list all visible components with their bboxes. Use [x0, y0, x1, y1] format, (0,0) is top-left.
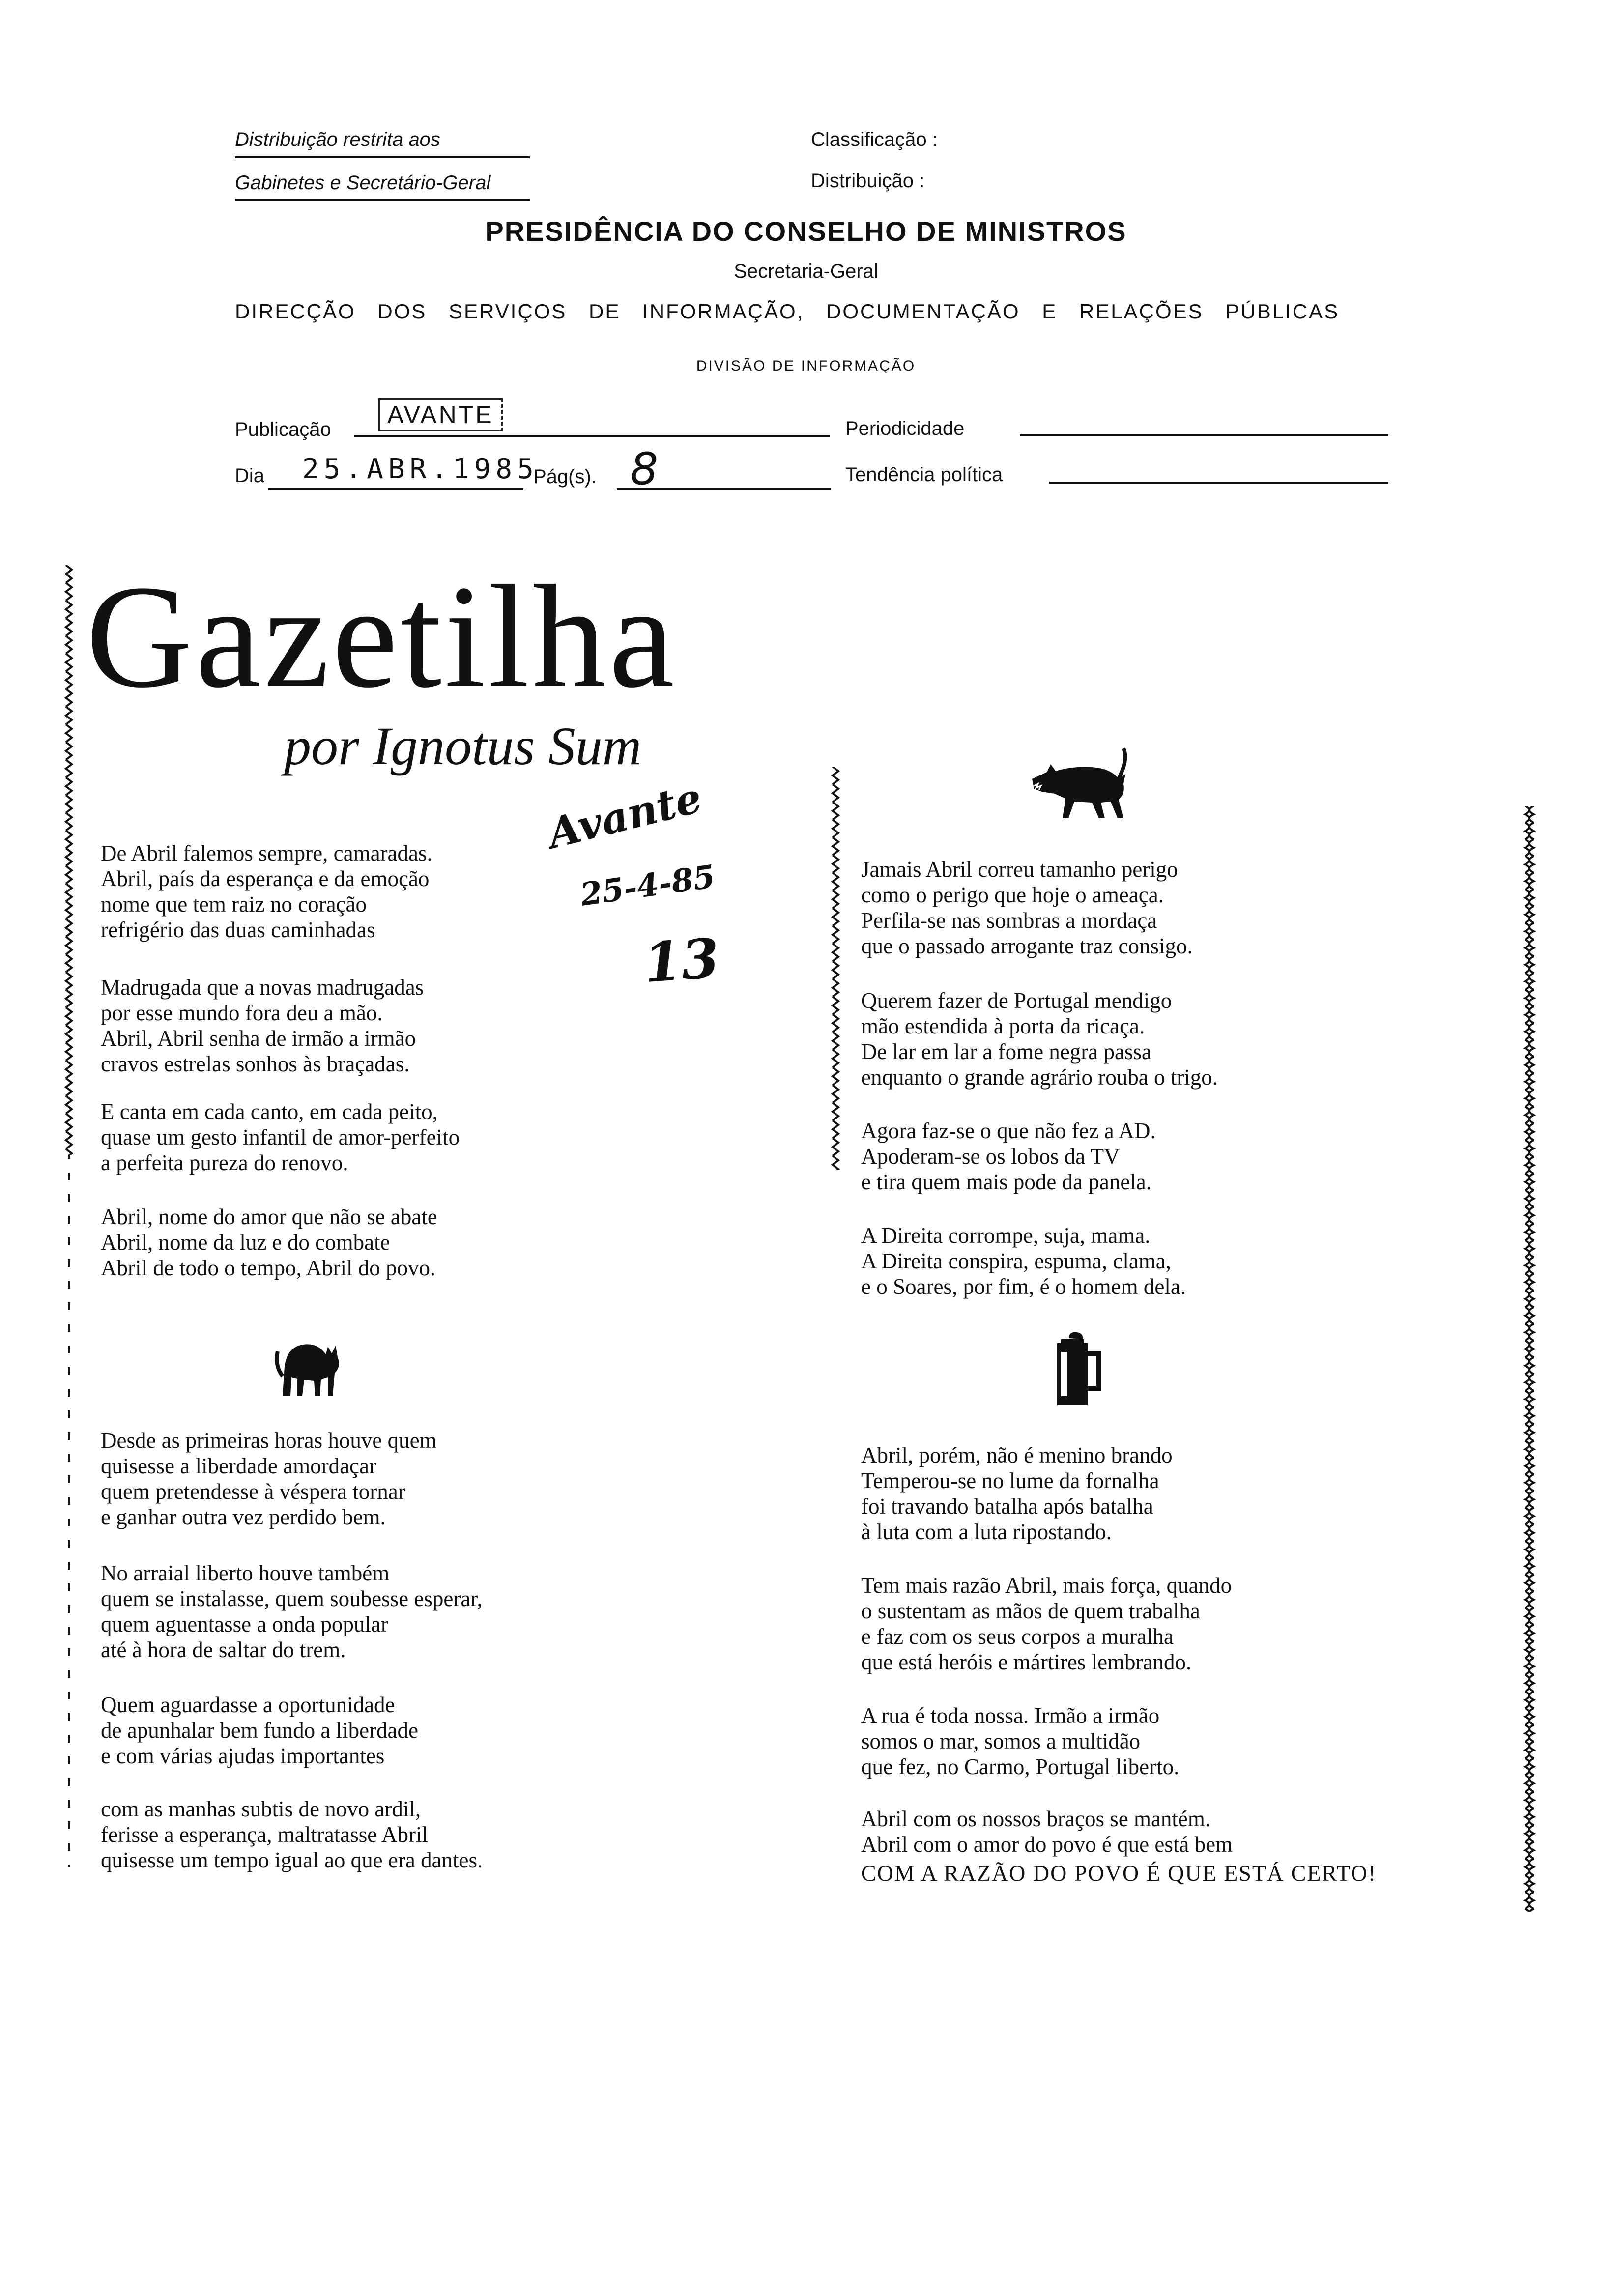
verse-line: que fez, no Carmo, Portugal liberto. — [861, 1754, 1180, 1779]
verse-line: Abril, nome do amor que não se abate — [101, 1205, 437, 1229]
verse-line: Desde as primeiras horas houve quem — [101, 1428, 437, 1453]
verse-line: Abril com os nossos braços se mantém. — [861, 1807, 1211, 1831]
handwritten-publication: Avante — [543, 773, 707, 859]
verse-line: ferisse a esperança, maltratasse Abril — [101, 1822, 428, 1847]
verse-line: Agora faz-se o que não fez a AD. — [861, 1119, 1156, 1143]
handwritten-number: 13 — [641, 926, 721, 995]
publicacao-label: Publicação — [235, 419, 331, 440]
left-border-ornament — [63, 565, 75, 1867]
verse-line: à luta com a luta ripostando. — [861, 1520, 1112, 1544]
periodicidade-field — [1020, 434, 1388, 436]
left-stanza-4 — [101, 1204, 437, 1281]
classificacao-label: Classificação : — [811, 129, 938, 150]
restricted-underline-2 — [235, 199, 530, 201]
verse-line: foi travando batalha após batalha — [861, 1494, 1153, 1519]
right-stanza-4 — [861, 1223, 1186, 1299]
final-line: COM A RAZÃO DO POVO É QUE ESTÁ CERTO! — [861, 1861, 1377, 1886]
verse-line: quem aguentasse a onda popular — [101, 1612, 388, 1636]
verse-line: quisesse um tempo igual ao que era dantes. — [101, 1848, 483, 1872]
center-border-ornament — [830, 767, 841, 1170]
dia-field — [268, 488, 523, 490]
verse-line: Abril, porém, não é menino brando — [861, 1443, 1173, 1467]
verse-line: Tem mais razão Abril, mais força, quando — [861, 1573, 1232, 1598]
verse-line: Madrugada que a novas madrugadas — [101, 975, 424, 1000]
dia-label: Dia — [235, 465, 265, 487]
article-title: Gazetilha — [86, 555, 678, 718]
secretaria-geral: Secretaria-Geral — [734, 260, 878, 282]
right-stanza-7 — [861, 1703, 1179, 1779]
verse-line: Abril, país da esperança e da emoção — [101, 866, 430, 891]
verse-line: Quem aguardasse a oportunidade — [101, 1693, 395, 1717]
verse-line: nome que tem raiz no coração — [101, 892, 367, 917]
handwritten-date: 25-4-85 — [578, 858, 718, 914]
right-stanza-2 — [861, 988, 1218, 1090]
verse-line: E canta em cada canto, em cada peito, — [101, 1099, 438, 1124]
verse-line: quase um gesto infantil de amor-perfeito — [101, 1125, 460, 1149]
divisao-informacao: DIVISÃO DE INFORMAÇÃO — [696, 358, 916, 374]
verse-line: A rua é toda nossa. Irmão a irmão — [861, 1703, 1160, 1728]
black-cat-icon — [273, 1332, 346, 1401]
verse-line: quem se instalasse, quem soubesse esperar, — [101, 1586, 483, 1611]
pags-label: Pág(s). — [533, 466, 597, 488]
verse-line: que está heróis e mártires lembrando. — [861, 1650, 1192, 1674]
periodicidade-label: Periodicidade — [845, 418, 965, 439]
pags-handwritten: 8 — [630, 443, 659, 495]
left-stanza-2 — [101, 975, 424, 1077]
verse-line: o sustentam as mãos de quem trabalha — [861, 1599, 1200, 1623]
verse-line: A Direita corrompe, suja, mama. — [861, 1223, 1151, 1248]
verse-line: e com várias ajudas importantes — [101, 1744, 385, 1768]
left-stanza-3 — [101, 1099, 460, 1176]
verse-line: cravos estrelas sonhos às braçadas. — [101, 1052, 410, 1076]
wolf-icon — [1027, 745, 1135, 823]
verse-line: de apunhalar bem fundo a liberdade — [101, 1718, 418, 1743]
left-stanza-7 — [101, 1692, 418, 1769]
page-title: PRESIDÊNCIA DO CONSELHO DE MINISTROS — [485, 216, 1127, 247]
tendencia-label: Tendência política — [845, 464, 1003, 486]
verse-line: Abril, nome da luz e do combate — [101, 1230, 390, 1255]
verse-line: que o passado arrogante traz consigo. — [861, 934, 1193, 958]
verse-line: enquanto o grande agrário rouba o trigo. — [861, 1065, 1218, 1090]
left-stanza-5 — [101, 1428, 437, 1530]
beer-mug-icon — [1049, 1329, 1103, 1408]
verse-line: Querem fazer de Portugal mendigo — [861, 988, 1172, 1013]
verse-line: No arraial liberto houve também — [101, 1561, 390, 1585]
verse-line: refrigério das duas caminhadas — [101, 918, 375, 942]
distribuicao-label: Distribuição : — [811, 170, 925, 192]
verse-line: a perfeita pureza do renovo. — [101, 1150, 348, 1175]
restricted-line-2: Gabinetes e Secretário-Geral — [235, 172, 491, 194]
verse-line: Temperou-se no lume da fornalha — [861, 1468, 1159, 1493]
restricted-underline-1 — [235, 156, 530, 158]
verse-line: como o perigo que hoje o ameaça. — [861, 883, 1164, 907]
direccao-servicos: DIRECÇÃO DOS SERVIÇOS DE INFORMAÇÃO, DOCUMENTAÇÃO E RELAÇÕES PÚBLICAS — [235, 300, 1340, 323]
verse-line: Abril, Abril senha de irmão a irmão — [101, 1026, 416, 1051]
article-byline: por Ignotus Sum — [284, 716, 642, 776]
verse-line: e o Soares, por fim, é o homem dela. — [861, 1274, 1186, 1299]
left-stanza-8 — [101, 1796, 483, 1873]
dia-stamp: 25.ABR.1985 — [302, 453, 539, 485]
verse-line: Abril com o amor do povo é que está bem — [861, 1832, 1233, 1857]
right-stanza-3 — [861, 1118, 1156, 1195]
verse-line: quem pretendesse à véspera tornar — [101, 1479, 405, 1504]
tendencia-field — [1049, 482, 1388, 484]
right-stanza-6 — [861, 1573, 1232, 1675]
verse-line: até à hora de saltar do trem. — [101, 1637, 346, 1662]
left-stanza-1 — [101, 840, 432, 943]
right-stanza-1 — [861, 857, 1193, 959]
verse-line: por esse mundo fora deu a mão. — [101, 1001, 383, 1025]
verse-line: Perfila-se nas sombras a mordaça — [861, 908, 1157, 933]
verse-line: e faz com os seus corpos a muralha — [861, 1624, 1174, 1649]
left-stanza-6 — [101, 1560, 483, 1663]
right-stanza-5 — [861, 1442, 1173, 1545]
verse-line: com as manhas subtis de novo ardil, — [101, 1797, 421, 1821]
verse-line: somos o mar, somos a multidão — [861, 1729, 1141, 1753]
verse-line: e tira quem mais pode da panela. — [861, 1170, 1152, 1194]
verse-line: quisesse a liberdade amordaçar — [101, 1454, 376, 1478]
verse-line: e ganhar outra vez perdido bem. — [101, 1505, 386, 1529]
restricted-line-1: Distribuição restrita aos — [235, 129, 440, 150]
verse-line: De lar em lar a fome negra passa — [861, 1039, 1151, 1064]
verse-line: A Direita conspira, espuma, clama, — [861, 1249, 1172, 1273]
verse-line: Jamais Abril correu tamanho perigo — [861, 857, 1178, 882]
right-border-ornament — [1521, 806, 1538, 1912]
publicacao-field — [354, 435, 830, 437]
verse-line: Abril de todo o tempo, Abril do povo. — [101, 1256, 436, 1280]
verse-line: Apoderam-se os lobos da TV — [861, 1144, 1120, 1169]
verse-line: mão estendida à porta da ricaça. — [861, 1014, 1145, 1038]
publicacao-stamp: AVANTE — [378, 398, 503, 431]
verse-line: De Abril falemos sempre, camaradas. — [101, 841, 432, 865]
right-stanza-8 — [861, 1806, 1233, 1857]
